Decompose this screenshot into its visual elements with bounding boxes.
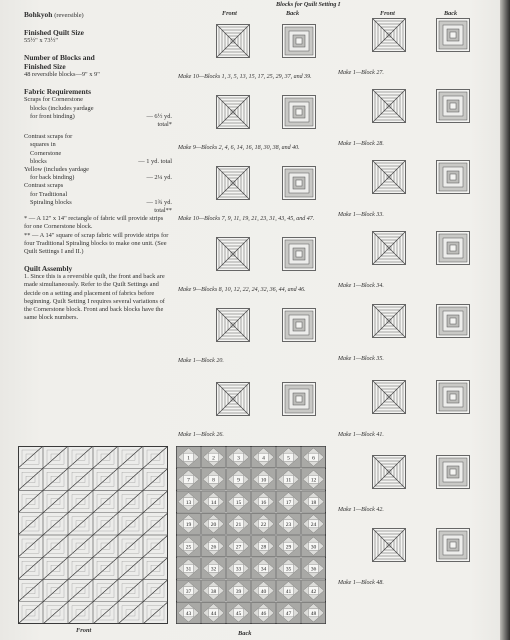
block-number: 9	[237, 477, 240, 484]
block-number: 6	[312, 455, 315, 462]
block-number: 1	[187, 455, 190, 462]
front-block-icon	[372, 89, 406, 123]
block-number: 45	[235, 611, 242, 618]
block-number: 46	[260, 611, 267, 618]
block-number: 35	[285, 566, 292, 573]
back-block-icon	[282, 308, 316, 342]
back-quilt-diagram	[176, 446, 326, 624]
back-block-icon	[282, 237, 316, 271]
block-number: 10	[260, 477, 267, 484]
block-number: 15	[235, 499, 242, 506]
front-block-icon	[372, 528, 406, 562]
instructions-column	[24, 10, 172, 322]
fabric-line: for back binding) — 2¼ yd.	[30, 174, 172, 182]
front-block-icon	[372, 231, 406, 265]
front-block-icon	[216, 24, 250, 58]
block-number: 42	[310, 588, 317, 595]
front-block-icon	[216, 237, 250, 271]
size-value: 55½" x 73½"	[24, 37, 58, 44]
block-number: 32	[210, 566, 217, 573]
block-number: 41	[285, 588, 292, 595]
footnote-1: * — A 12" x 14" rectangle of fabric will provide strips for one Cornerstone block.	[24, 215, 164, 231]
block-number: 21	[235, 522, 242, 529]
fabric-line: Contrast scraps	[24, 182, 64, 190]
front-block-icon	[216, 308, 250, 342]
block-caption: Make 1—Block 48.	[338, 580, 384, 586]
front-block-icon	[372, 304, 406, 338]
front-quilt-diagram	[18, 446, 168, 624]
front-block-icon	[372, 380, 406, 414]
fabric-line: Spiraling blocks — 1¾ yd.	[30, 198, 172, 206]
block-caption: Make 10—Blocks 7, 9, 11, 19, 21, 23, 31, 43, 45, and 47.	[178, 216, 315, 222]
block-caption: Make 1—Block 41.	[338, 432, 384, 438]
block-number: 17	[285, 499, 292, 506]
fabric-line: blocks (includes yardage	[30, 104, 94, 112]
block-number: 27	[235, 544, 242, 551]
block-number: 19	[185, 522, 192, 529]
assembly-text: 1. Since this is a reversible quilt, the front and back are made simultaneously. Refer to the Quilt Settings and decide on a setting and placement of fabrics before beginning. Quilt Setting I requires several variations of the Cornerstone block. Front and back blocks have the same block numbers.	[24, 273, 165, 322]
block-number: 18	[310, 499, 317, 506]
back-block-icon	[282, 24, 316, 58]
diagram-title: Blocks for Quilt Setting I	[276, 1, 341, 8]
fabric-line: blocks — 1 yd. total	[30, 157, 172, 165]
block-number: 22	[260, 522, 267, 529]
block-number: 24	[310, 522, 317, 529]
block-caption: Make 1—Block 20.	[178, 358, 224, 364]
block-caption: Make 1—Block 28.	[338, 141, 384, 147]
front-block-icon	[372, 18, 406, 52]
fabric-heading: Fabric Requirements	[24, 87, 91, 97]
fabric-line: Yellow (includes yardage	[24, 166, 90, 174]
back-quilt-label: Back	[238, 630, 252, 637]
block-number: 8	[212, 477, 215, 484]
front-block-icon	[372, 455, 406, 489]
block-number: 44	[210, 611, 217, 618]
fabric-line: for Traditional	[30, 190, 68, 198]
front-block-icon	[216, 95, 250, 129]
block-number: 29	[285, 544, 292, 551]
back-block-icon	[436, 528, 470, 562]
back-block-icon	[436, 304, 470, 338]
block-caption: Make 1—Block 33.	[338, 212, 384, 218]
blocks-heading-1: Number of Blocks and	[24, 53, 95, 63]
block-number: 23	[285, 522, 292, 529]
size-heading: Finished Quilt Size	[24, 28, 84, 37]
block-caption: Make 9—Blocks 8, 10, 12, 22, 24, 32, 36, 44, and 46.	[178, 287, 306, 293]
block-number: 14	[210, 499, 217, 506]
block-number: 7	[187, 477, 190, 484]
back-block-icon	[436, 455, 470, 489]
block-number: 25	[185, 544, 192, 551]
block-number: 40	[260, 588, 267, 595]
back-block-icon	[436, 380, 470, 414]
back-block-icon	[282, 95, 316, 129]
block-number: 28	[260, 544, 267, 551]
block-number: 16	[260, 499, 267, 506]
back-block-icon	[436, 231, 470, 265]
back-block-icon	[436, 160, 470, 194]
fabric-line: squares in	[30, 141, 56, 149]
back-block-icon	[436, 18, 470, 52]
front-quilt-label: Front	[76, 627, 92, 634]
front-block-icon	[216, 382, 250, 416]
fabric-line: for front binding) — 6½ yd.	[30, 112, 172, 120]
back-block-icon	[436, 89, 470, 123]
block-number: 12	[310, 477, 317, 484]
back-column-header: Back	[444, 10, 458, 17]
block-number: 34	[260, 566, 267, 573]
back-block-icon	[282, 382, 316, 416]
back-column-header: Back	[286, 10, 300, 17]
block-number: 20	[210, 522, 217, 529]
front-column-header: Front	[222, 10, 237, 17]
block-number: 38	[210, 588, 217, 595]
block-number: 26	[210, 544, 217, 551]
block-caption: Make 9—Blocks 2, 4, 6, 14, 16, 18, 30, 38, and 40.	[178, 145, 300, 151]
block-number: 3	[237, 455, 240, 462]
front-column-header: Front	[380, 10, 395, 17]
fabric-line: total*	[157, 121, 172, 129]
fabric-line: Scraps for Cornerstone	[24, 96, 83, 104]
pattern-title: Bohkyoh (reversible)	[24, 10, 84, 19]
block-number: 39	[235, 588, 242, 595]
block-caption: Make 1—Block 34.	[338, 283, 384, 289]
block-number: 48	[310, 611, 317, 618]
block-number: 36	[310, 566, 317, 573]
block-number: 31	[185, 566, 192, 573]
front-block-icon	[216, 166, 250, 200]
fabric-line: Contrast scraps for	[24, 133, 73, 141]
fabric-line: total**	[154, 207, 172, 215]
block-caption: Make 1—Block 27.	[338, 70, 384, 76]
blocks-heading-2: Finished Size	[24, 62, 66, 72]
front-block-icon	[372, 160, 406, 194]
page-gutter-shadow	[500, 0, 510, 640]
block-number: 11	[285, 477, 292, 484]
block-number: 37	[185, 588, 192, 595]
block-caption: Make 1—Block 35.	[338, 356, 384, 362]
assembly-heading: Quilt Assembly	[24, 264, 73, 274]
block-caption: Make 1—Block 26.	[178, 432, 224, 438]
block-number: 33	[235, 566, 242, 573]
blocks-value: 48 reversible blocks—9" x 9"	[24, 71, 100, 79]
footnote-2: ** — A 14" square of scrap fabric will provide strips for four Traditional Spiraling blocks to make one unit. (See Quilt Settings I and II.)	[24, 231, 169, 256]
block-number: 5	[287, 455, 290, 462]
block-number: 30	[310, 544, 317, 551]
block-number: 2	[212, 455, 215, 462]
block-number: 13	[185, 499, 192, 506]
block-caption: Make 1—Block 42.	[338, 507, 384, 513]
block-number: 4	[262, 455, 265, 462]
block-number: 43	[185, 611, 192, 618]
block-number: 47	[285, 611, 292, 618]
fabric-line: Cornerstone	[30, 149, 62, 157]
back-block-icon	[282, 166, 316, 200]
block-caption: Make 10—Blocks 1, 3, 5, 13, 15, 17, 25, 29, 37, and 39.	[178, 74, 312, 80]
